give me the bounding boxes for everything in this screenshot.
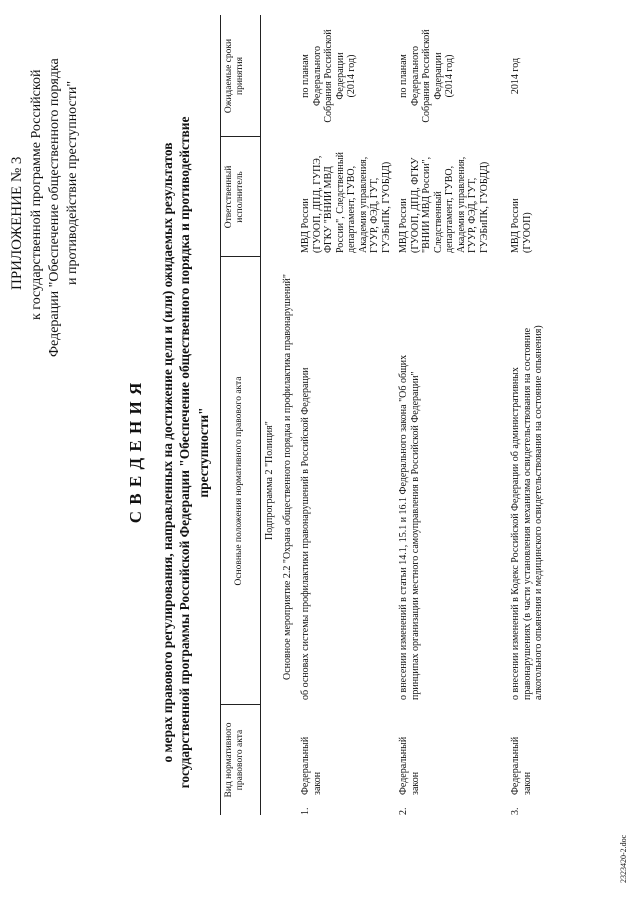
- row-3-number: 3.: [510, 807, 521, 815]
- row-2-type: Федеральный закон: [398, 736, 421, 795]
- header-responsible: Ответственный исполнитель: [224, 165, 245, 229]
- row-1-type: Федеральный закон: [300, 736, 323, 795]
- row-1-provisions: об основах системы профилактики правонарушений в Российской Федерации: [300, 367, 311, 700]
- header-deadline: Ожидаемые сроки принятия: [224, 38, 245, 114]
- row-2-number: 2.: [398, 807, 409, 815]
- appendix-line-1: к государственной программе Российской: [29, 69, 44, 320]
- row-3-responsible: МВД России (ГУООП): [510, 198, 533, 253]
- subprogram-label: Подпрограмма 2 "Полиция": [264, 421, 275, 540]
- appendix-title: ПРИЛОЖЕНИЕ № 3: [9, 156, 25, 290]
- row-3-type: Федеральный закон: [510, 736, 533, 795]
- row-2-deadline: по планам Федерального Собрания Российской Федерации (2014 год): [398, 29, 455, 123]
- row-1-responsible: МВД России (ГУООП, ДПД, ГУПЭ, ФГКУ "ВНИИ МВД России", Следственный департамент, ГУВО, Академия управления, ГУУР, ФЭД, ГУТ, ГУЭБиПК, ГУОБДД): [300, 152, 392, 253]
- row-1-number: 1.: [300, 807, 311, 815]
- header-provisions: Основные положения нормативного правового акта: [234, 376, 244, 586]
- table-top-border: [220, 15, 221, 815]
- footer-doc-code: 2323420-2.doc: [619, 834, 628, 883]
- row-3-deadline: 2014 год: [510, 57, 521, 95]
- appendix-line-2: Федерации "Обеспечение общественного порядка: [47, 58, 62, 357]
- row-1-deadline: по планам Федерального Собрания Российской Федерации (2014 год): [300, 29, 357, 123]
- heading-title: С В Е Д Е Н И Я: [126, 381, 145, 524]
- heading-line-2: государственной программы Российской Федерации "Обеспечение общественного порядка и противодействие: [177, 116, 192, 789]
- header-type: Вид нормативного правового акта: [224, 722, 245, 798]
- heading-line-1: о мерах правового регулирования, направленных на достижение цели и (или) ожидаемых результатов: [160, 142, 175, 763]
- table-header-bottom-border: [260, 15, 261, 815]
- main-activity-label: Основное мероприятие 2.2 "Охрана общественного порядка и профилактика правонарушений": [282, 274, 293, 680]
- row-2-responsible: МВД России (ГУООП, ДПД, ФГКУ "ВНИИ МВД России", Следственный департамент, ГУВО, Академия управления, ГУУР, ФЭД, ГУТ, ГУЭБиПК, ГУОБДД): [398, 156, 490, 253]
- row-3-provisions: о внесении изменений в Кодекс Российской Федерации об административных правонарушениях (в части установления механизма освидетельствования на состояние алкогольного опьянения и медицинского освидетельствования на состояние опьянения): [510, 325, 544, 700]
- heading-line-3: преступности": [196, 407, 211, 498]
- appendix-line-3: и противодействие преступности": [65, 80, 80, 285]
- row-2-provisions: о внесении изменений в статьи 14.1, 15.1 и 16.1 Федерального закона "Об общих принципах организации местного самоуправления в Российской Федерации": [398, 354, 421, 700]
